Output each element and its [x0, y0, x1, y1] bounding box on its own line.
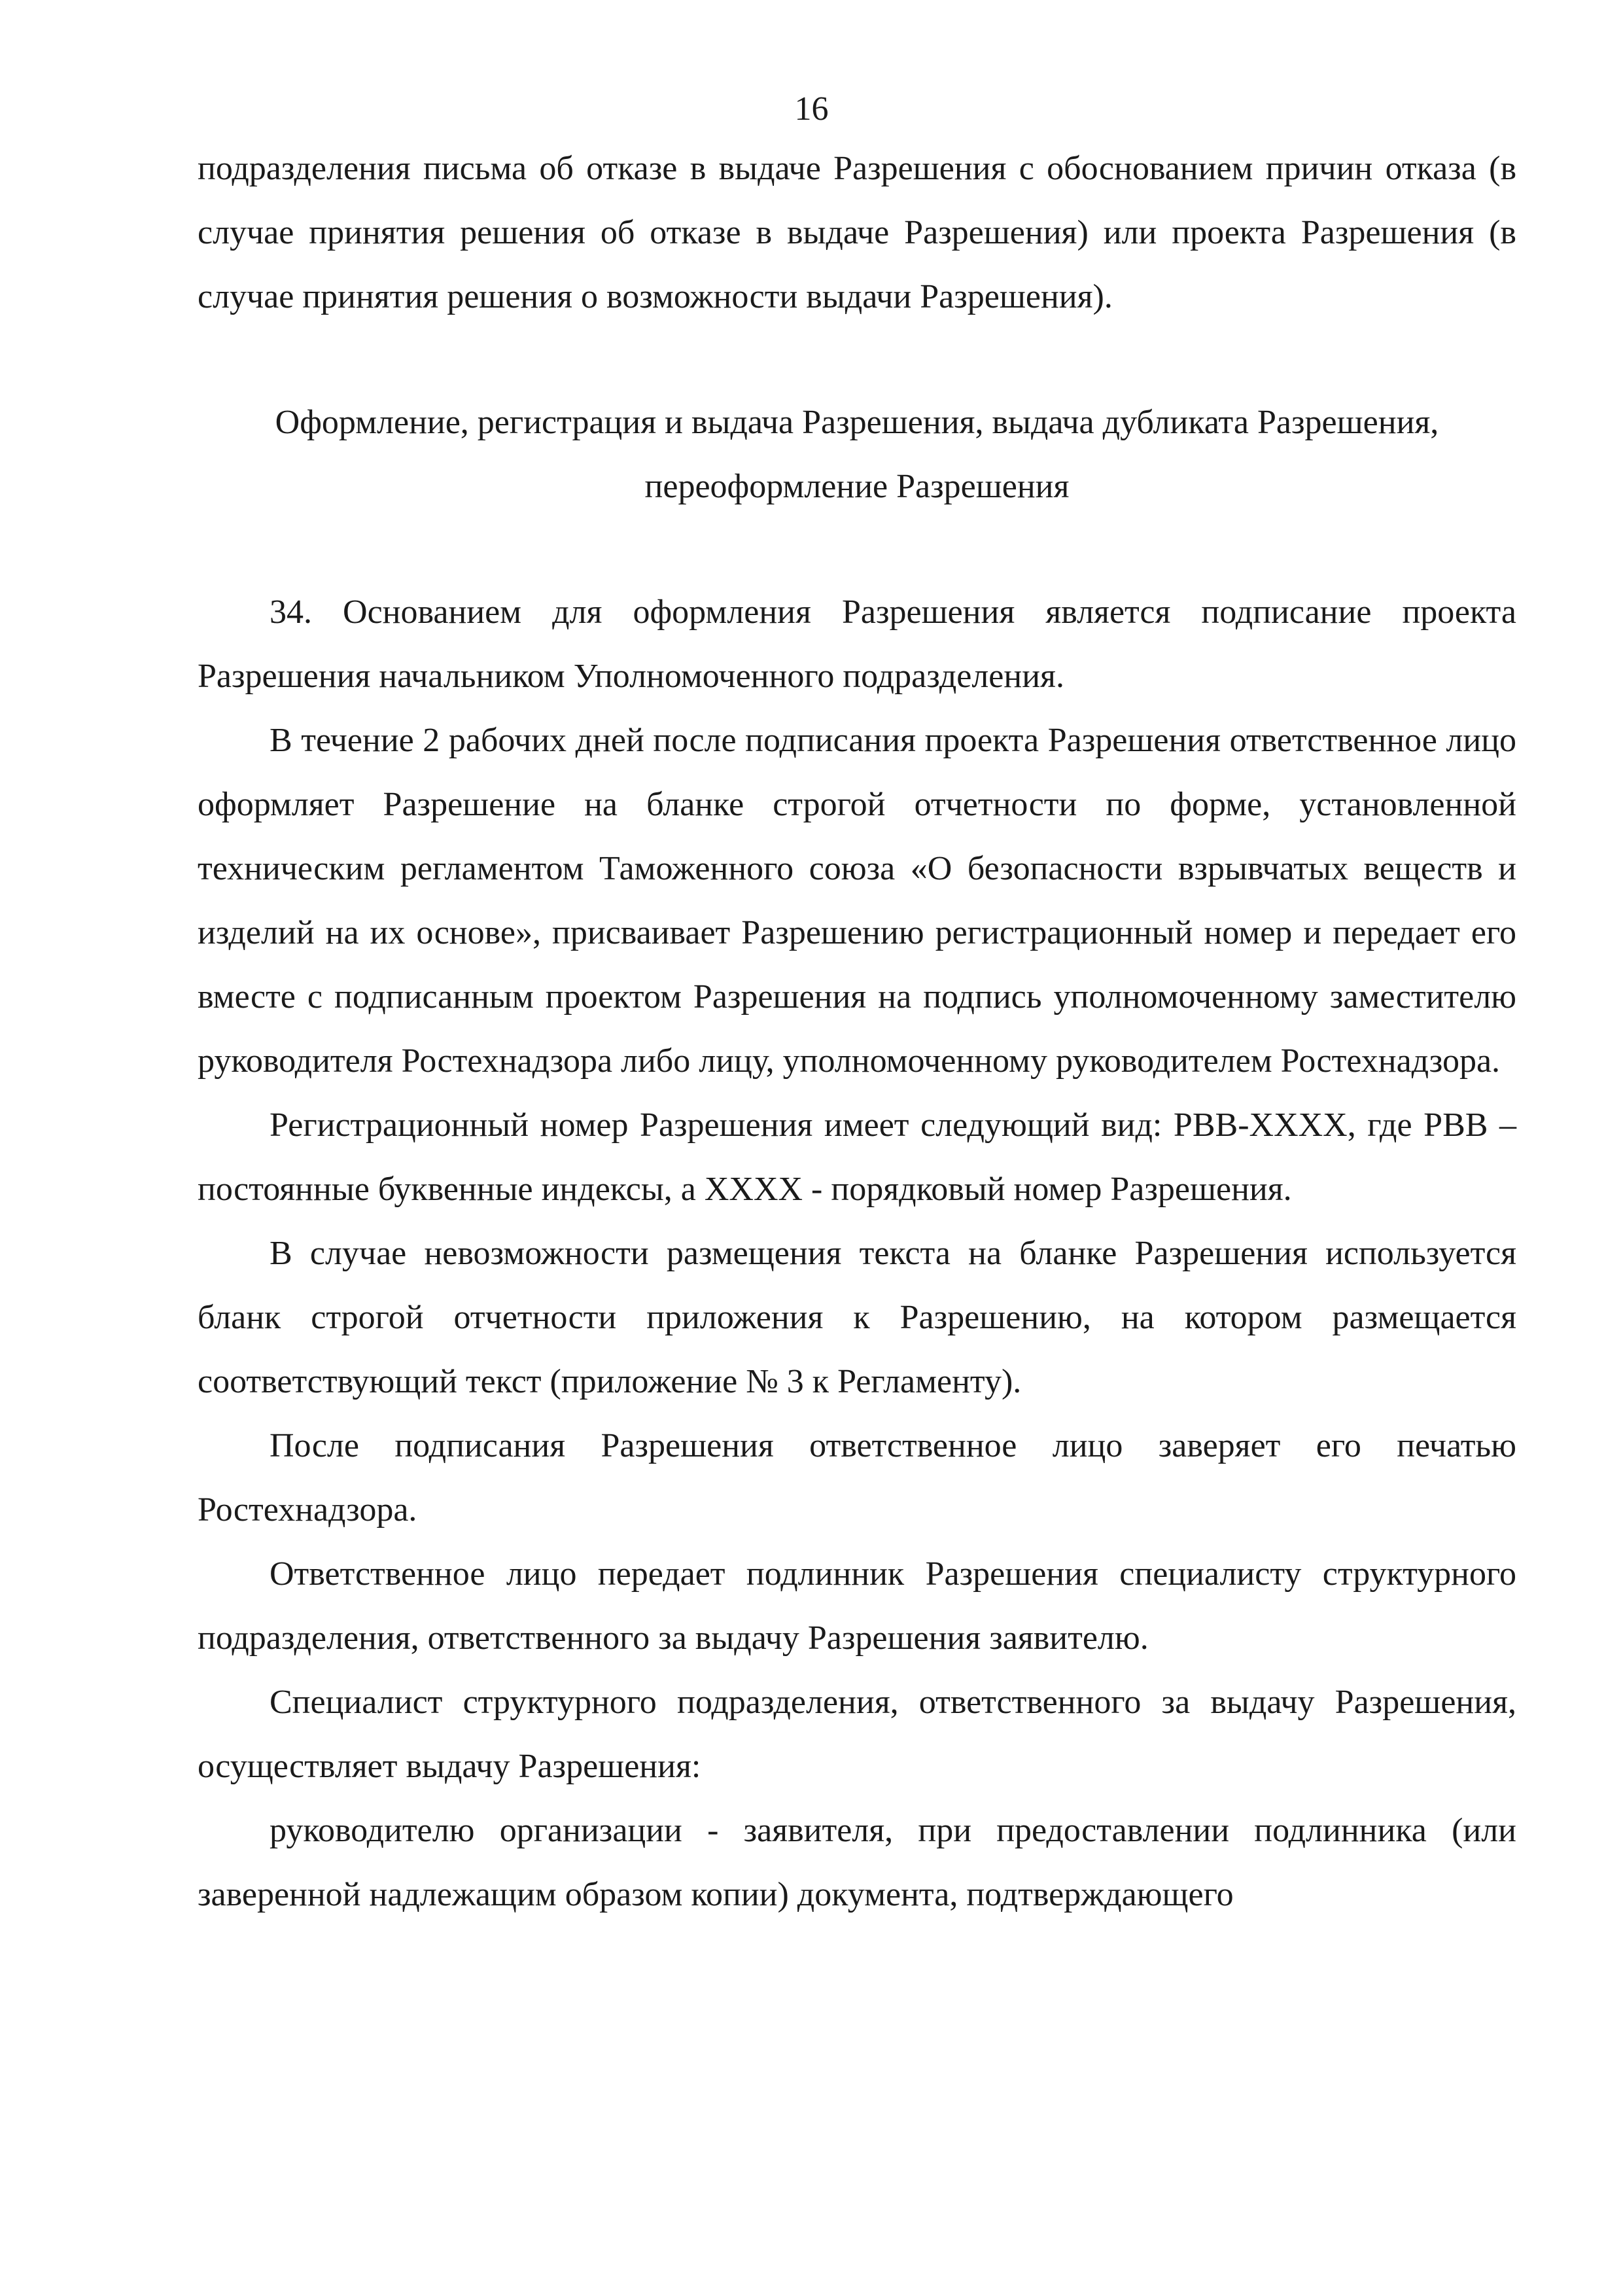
paragraph-transfer: Ответственное лицо передает подлинник Разрешения специалисту структурного подразделения, ответственного за выдачу Разрешения заявителю.: [198, 1555, 1516, 1657]
paragraph-issuance: Специалист структурного подразделения, ответственного за выдачу Разрешения, осуществляет выдачу Разрешения:: [198, 1684, 1516, 1785]
paragraph-registration-number: Регистрационный номер Разрешения имеет следующий вид: РВВ-ХХХХ, где РВВ – постоянные буквенные индексы, а ХХХХ - порядковый номер Разрешения.: [198, 1106, 1516, 1208]
paragraph-head-of-organization: руководителю организации - заявителя, при предоставлении подлинника (или заверенной надлежащим образом копии) документа, подтверждающего: [198, 1812, 1516, 1913]
page-number: 16: [794, 90, 829, 128]
paragraph-appendix-form: В случае невозможности размещения текста на бланке Разрешения используется бланк строгой отчетности приложения к Разрешению, на котором размещается соответствующий текст (приложение № 3 к Регламенту).: [198, 1235, 1516, 1400]
intro-paragraph: подразделения письма об отказе в выдаче Разрешения с обоснованием причин отказа (в случае принятия решения об отказе в выдаче Разрешения) или проекта Разрешения (в случае принятия решения о возможности выдачи Разрешения).: [198, 150, 1516, 315]
section-heading: [198, 391, 1516, 519]
paragraph-34-basis: 34. Основанием для оформления Разрешения является подписание проекта Разрешения начальником Уполномоченного подразделения.: [198, 593, 1516, 695]
section-heading-line-1: Оформление, регистрация и выдача Разрешения, выдача дубликата Разрешения,: [275, 404, 1439, 441]
paragraph-seal: После подписания Разрешения ответственное лицо заверяет его печатью Ростехнадзора.: [198, 1427, 1516, 1528]
document-body: [198, 137, 1516, 1927]
paragraph-processing-period: В течение 2 рабочих дней после подписания проекта Разрешения ответственное лицо оформляет Разрешение на бланке строгой отчетности по форме, установленной техническим регламентом Таможенного союза «О безопасности взрывчатых веществ и изделий на их основе», присваивает Разрешению регистрационный номер и передает его вместе с подписанным проектом Разрешения на подпись уполномоченному заместителю руководителя Ростехнадзора либо лицу, уполномоченному руководителем Ростехнадзора.: [198, 722, 1516, 1080]
section-heading-line-2: переоформление Разрешения: [644, 468, 1070, 505]
